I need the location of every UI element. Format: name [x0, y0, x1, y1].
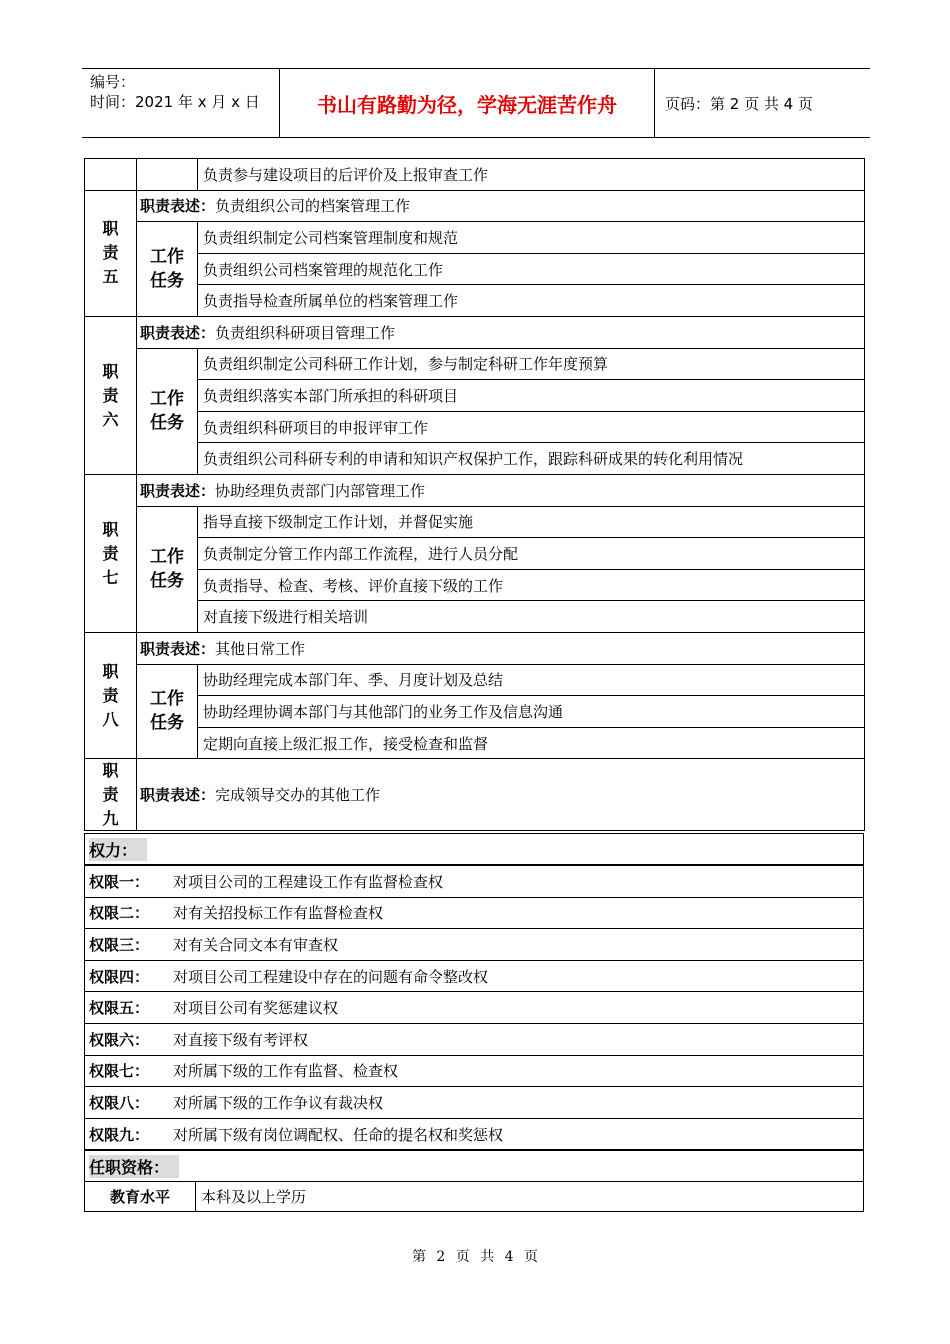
power-label: 权限二： — [89, 904, 150, 923]
qualification-title-row — [84, 1150, 864, 1182]
power-row — [84, 960, 864, 993]
duty-task: 指导直接下级制定工作计划，并督促实施 — [197, 506, 865, 539]
power-row — [84, 1023, 864, 1056]
duty-statement-row — [136, 758, 865, 831]
work-task-label — [136, 348, 198, 475]
duty-task: 负责组织公司档案管理的规范化工作 — [197, 253, 865, 286]
continuation-task-label-cell — [136, 158, 198, 191]
power-label: 权限七： — [89, 1062, 150, 1081]
power-text: 对直接下级有考评权 — [173, 1030, 309, 1049]
duty-task: 协助经理协调本部门与其他部门的业务工作及信息沟通 — [197, 695, 865, 728]
work-task-label — [136, 664, 198, 760]
power-text: 对项目公司有奖惩建议权 — [173, 999, 339, 1018]
work-task-label — [136, 506, 198, 633]
power-text: 对所属下级的工作有监督、检查权 — [173, 1062, 399, 1081]
statement-label: 职责表述： — [140, 786, 216, 805]
duty-task: 负责组织科研项目的申报评审工作 — [197, 411, 865, 444]
power-label: 权限四： — [89, 967, 150, 986]
power-label: 权限六： — [89, 1030, 150, 1049]
page-code: 页码：第 2 页 共 4 页 — [665, 94, 813, 113]
duty-label — [84, 474, 137, 633]
power-label: 权限八： — [89, 1093, 150, 1112]
duty-task: 负责指导检查所属单位的档案管理工作 — [197, 284, 865, 317]
duty-label-text: 职责六 — [102, 361, 119, 429]
duty-label — [84, 758, 137, 831]
education-label: 教育水平 — [84, 1181, 196, 1212]
duty-task: 负责组织制定公司科研工作计划，参与制定科研工作年度预算 — [197, 348, 865, 381]
motto: 书山有路勤为径，学海无涯苦作舟 — [317, 92, 617, 117]
power-row — [84, 928, 864, 961]
duty-label-text: 职责五 — [102, 219, 119, 287]
duty-statement: 负责组织科研项目管理工作 — [215, 323, 396, 342]
work-task-label-text: 工作任务 — [150, 547, 184, 592]
duty-label — [84, 190, 137, 317]
continuation-label-cell — [84, 158, 137, 191]
qualification-title: 任职资格： — [89, 1155, 179, 1178]
page-footer: 第 2 页 共 4 页 — [411, 1249, 539, 1265]
duty-task: 对直接下级进行相关培训 — [197, 600, 865, 633]
duty-label-text: 职责九 — [102, 760, 119, 828]
duty-task: 负责组织落实本部门所承担的科研项目 — [197, 379, 865, 412]
power-row — [84, 1086, 864, 1119]
duty-label-text: 职责八 — [102, 661, 119, 729]
duty-statement: 其他日常工作 — [215, 639, 306, 658]
power-title: 权力： — [89, 838, 147, 861]
statement-label: 职责表述： — [140, 197, 216, 216]
power-label: 权限一： — [89, 872, 150, 891]
statement-label: 职责表述： — [140, 639, 216, 658]
power-row — [84, 1055, 864, 1088]
duty-statement: 完成领导交办的其他工作 — [215, 786, 381, 805]
duty-task: 定期向直接上级汇报工作，接受检查和监督 — [197, 727, 865, 760]
duty-task: 负责组织公司科研专利的申请和知识产权保护工作，跟踪科研成果的转化利用情况 — [197, 442, 865, 475]
document-date: 时间：2021 年 x 月 x 日 — [90, 93, 260, 111]
power-label: 权限三： — [89, 935, 150, 954]
power-label: 权限五： — [89, 999, 150, 1018]
power-row — [84, 865, 864, 898]
work-task-label-text: 工作任务 — [150, 689, 184, 734]
header-meta — [82, 69, 280, 137]
power-text: 对有关招投标工作有监督检查权 — [173, 904, 384, 923]
statement-label: 职责表述： — [140, 481, 216, 500]
power-label: 权限九： — [89, 1125, 150, 1144]
power-title-row — [84, 833, 864, 865]
power-text: 对所属下级有岗位调配权、任命的提名权和奖惩权 — [173, 1125, 504, 1144]
power-text: 对所属下级的工作争议有裁决权 — [173, 1093, 384, 1112]
statement-label: 职责表述： — [140, 323, 216, 342]
duty-label — [84, 316, 137, 475]
work-task-label-text: 工作任务 — [150, 389, 184, 434]
duty-label — [84, 632, 137, 759]
header-motto-cell — [280, 69, 655, 137]
duty-task: 协助经理完成本部门年、季、月度计划及总结 — [197, 664, 865, 697]
power-row — [84, 1118, 864, 1151]
power-row — [84, 897, 864, 930]
power-text: 对有关合同文本有审查权 — [173, 935, 339, 954]
duty-statement: 协助经理负责部门内部管理工作 — [215, 481, 426, 500]
duty-task: 负责组织制定公司档案管理制度和规范 — [197, 221, 865, 254]
power-text: 对项目公司工程建设中存在的问题有命令整改权 — [173, 967, 489, 986]
duty-task: 负责制定分管工作内部工作流程，进行人员分配 — [197, 537, 865, 570]
duty-statement: 负责组织公司的档案管理工作 — [215, 197, 411, 216]
duty-statement-row — [136, 190, 865, 223]
duty-statement-row — [136, 632, 865, 665]
document-number: 编号： — [90, 73, 136, 91]
education-value: 本科及以上学历 — [195, 1181, 864, 1212]
continuation-task: 负责参与建设项目的后评价及上报审查工作 — [197, 158, 865, 191]
duty-task: 负责指导、检查、考核、评价直接下级的工作 — [197, 569, 865, 602]
power-row — [84, 991, 864, 1024]
work-task-label-text: 工作任务 — [150, 247, 184, 292]
duty-statement-row — [136, 316, 865, 349]
duty-label-text: 职责七 — [102, 519, 119, 587]
duty-statement-row — [136, 474, 865, 507]
work-task-label — [136, 221, 198, 317]
page-header — [82, 68, 870, 138]
power-text: 对项目公司的工程建设工作有监督检查权 — [173, 872, 444, 891]
header-page-cell — [655, 69, 870, 137]
